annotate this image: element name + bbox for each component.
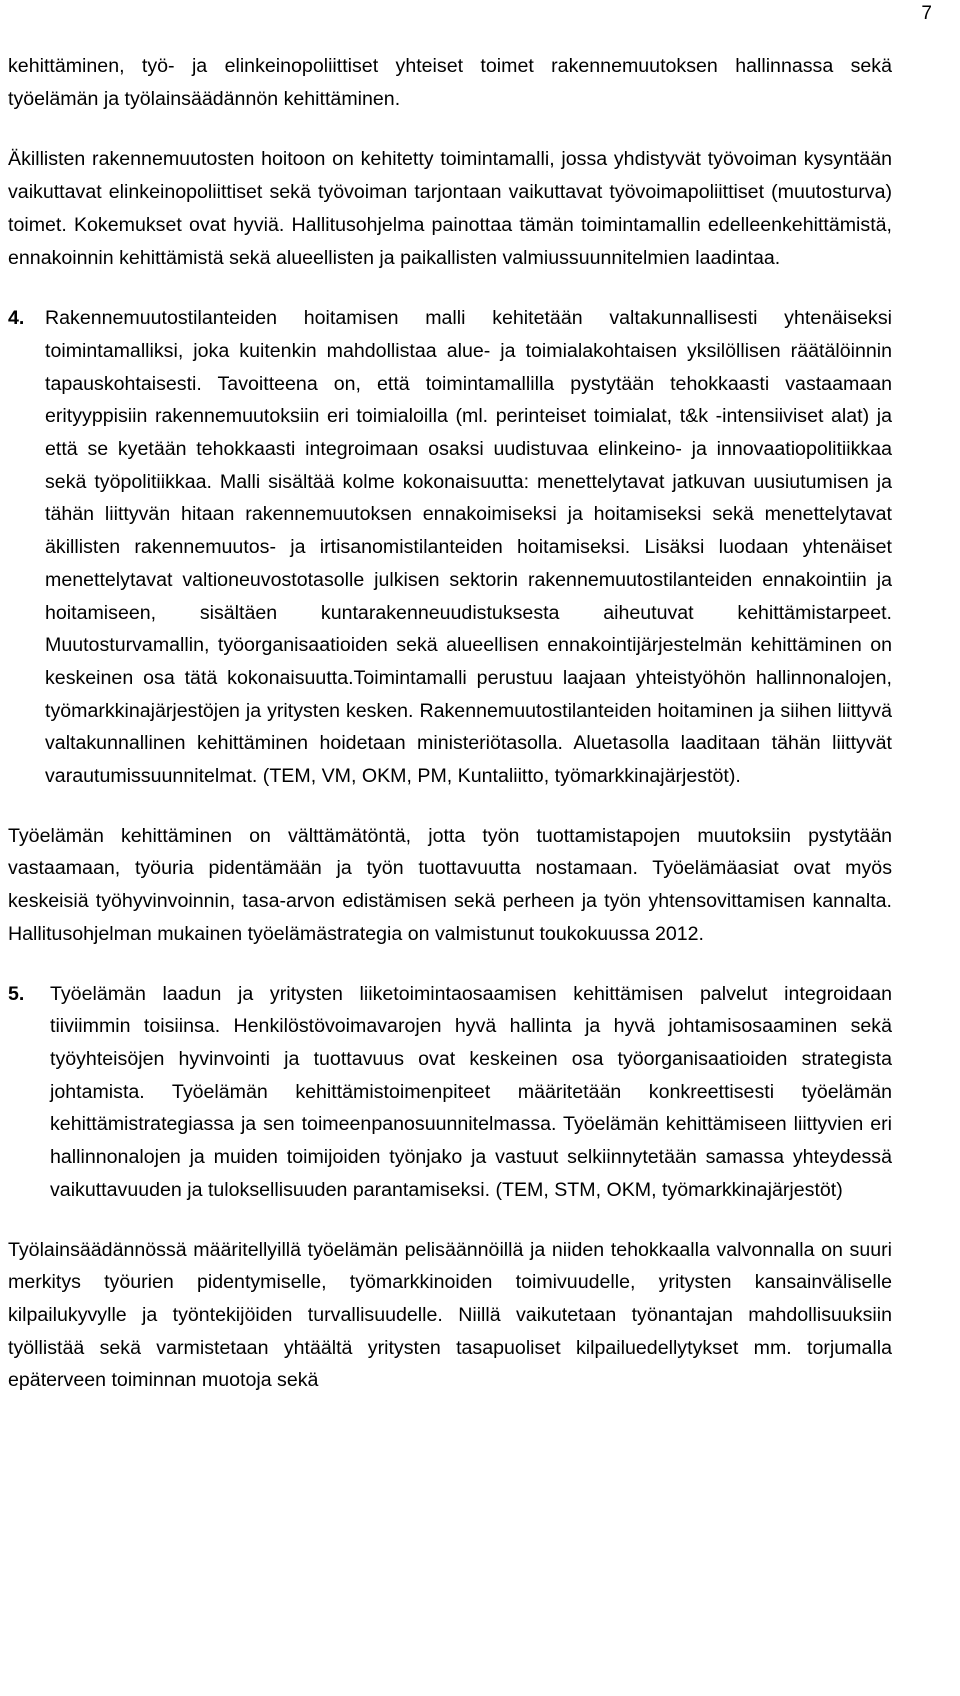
page-number: 7 <box>921 3 932 24</box>
paragraph-intro-continuation: kehittäminen, työ- ja elinkeinopoliittiset yhteiset toimet rakennemuutoksen hallinnassa sekä työelämän ja työlainsäädännön kehittäminen. <box>8 55 892 110</box>
paragraph-structural-change-model: Äkillisten rakennemuutosten hoitoon on kehitetty toimintamalli, jossa yhdistyvät työvoiman kysyntään vaikuttavat elinkeinopoliittiset sekä työvoiman tarjontaan vaikuttavat työvoimapoliittiset (muutosturva) toimet. Kokemukset ovat hyviä. Hallitusohjelma painottaa tämän toimintamallin edelleenkehittämistä, ennakoinnin kehittämistä sekä alueellisten ja paikallisten valmiussuunnitelmien laadintaa. <box>8 148 892 269</box>
paragraph-working-life-development: Työelämän kehittäminen on välttämätöntä, jotta työn tuottamistapojen muutoksiin pystytään vastaamaan, työuria pidentämään ja työn tuottavuutta nostamaan. Työelämäasiat ovat myös keskeisiä työhyvinvoinnin, tasa-arvon edistämisen sekä perheen ja työn yhtensovittamisen kannalta. Hallitusohjelman mukainen työelämästrategia on valmistunut toukokuussa 2012. <box>8 824 892 945</box>
numbered-item-4 <box>8 302 892 793</box>
document-body <box>8 50 892 1425</box>
numbered-item-5 <box>8 978 892 1207</box>
item-number: 4. <box>8 307 25 330</box>
item-number: 5. <box>8 982 25 1005</box>
item-text: Työelämän laadun ja yritysten liiketoimintaosaamisen kehittämisen palvelut integroidaan tiiviimmin toisiinsa. Henkilöstövoimavarojen hyvä hallinta ja hyvä johtamisosaaminen sekä työyhteisöjen hyvinvointi ja tuottavuus ovat keskeinen osa työorganisaatioiden strategista johtamista. Työelämän kehittämistoimenpiteet määritetään konkreettisesti työelämän kehittämistrategiassa ja sen toimeenpanosuunnitelmassa. Työelämän kehittämiseen liittyvien eri hallinnonalojen ja muiden toimijoiden työnjako ja vastuut selkiinnytetään samassa yhteydessä vaikuttavuuden ja tuloksellisuuden parantamiseksi. (TEM, STM, OKM, työmarkkinajärjestöt) <box>50 982 892 1201</box>
item-text: Rakennemuutostilanteiden hoitamisen malli kehitetään valtakunnallisesti yhtenäiseksi toimintamalliksi, joka kuitenkin mahdollistaa alue- ja toimialakohtaisen yksilöllisen räätälöinnin tapauskohtaisesti. Tavoitteena on, että toimintamallilla pystytään tehokkaasti vastaamaan erityyppisiin rakennemuutoksiin eri toimialoilla (ml. perinteiset toimialat, t&k -intensiiviset alat) ja että se kyetään tehokkaasti integroimaan osaksi uudistuvaa elinkeino- ja innovaatiopolitiikkaa sekä työpolitiikkaa. Malli sisältää kolme kokonaisuutta: menettelytavat jatkuvan uusiutumisen ja tähän liittyvän hitaan rakennemuutoksen ennakoimiseksi ja hoitamiseksi sekä menettelytavat äkillisten rakennemuutos- ja irtisanomistilanteiden hoitamiseksi. Lisäksi luodaan yhtenäiset menettelytavat valtioneuvostotasolle julkisen sektorin rakennemuutostilanteiden ennakointiin ja hoitamiseen, sisältäen kuntarakenneuudistuksesta aiheutuvat kehittämistarpeet. Muutosturvamallin, työorganisaatioiden sekä alueellisen ennakointijärjestelmän kehittäminen on keskeinen osa tätä kokonaisuutta.Toimintamalli perustuu laajaan yhteistyöhön hallinnonalojen, työmarkkinajärjestöjen ja yritysten kesken. Rakennemuutostilanteiden hoitaminen ja siihen liittyvä valtakunnallinen kehittäminen hoidetaan ministeriötasolla. Aluetasolla laaditaan tähän liittyvät varautumissuunnitelmat. (TEM, VM, OKM, PM, Kuntaliitto, työmarkkinajärjestöt). <box>45 307 892 788</box>
paragraph-labour-legislation: Työlainsäädännössä määritellyillä työelämän pelisäännöillä ja niiden tehokkaalla valvonnalla on suuri merkitys työurien pidentymiselle, työmarkkinoiden toimivuudelle, yritysten kansainväliselle kilpailukyvylle ja työntekijöiden turvallisuudelle. Niillä vaikutetaan työnantajan mahdollisuuksiin työllistää sekä varmistetaan yhtäältä yritysten tasapuoliset kilpailuedellytykset mm. torjumalla epäterveen toiminnan muotoja sekä <box>8 1238 892 1392</box>
